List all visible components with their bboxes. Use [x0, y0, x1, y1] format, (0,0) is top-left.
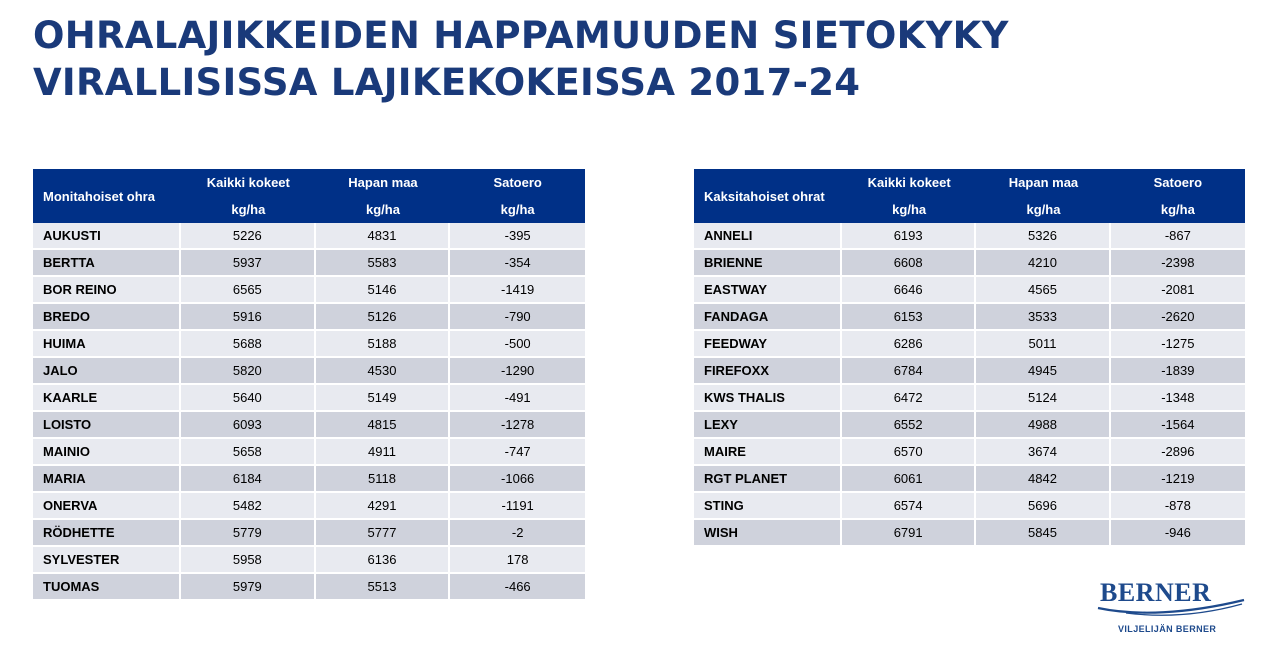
table-row	[694, 439, 1245, 466]
table-cell: 6570	[842, 439, 976, 466]
table-monitahoiset	[33, 169, 585, 601]
table-cell: -491	[450, 385, 585, 412]
table-cell: 5688	[181, 331, 316, 358]
variety-name: BOR REINO	[33, 277, 181, 304]
table-cell: -2	[450, 520, 585, 547]
table-body	[33, 223, 585, 601]
column-unit: kg/ha	[976, 196, 1110, 223]
table-cell: 5777	[316, 520, 451, 547]
variety-name: WISH	[694, 520, 842, 547]
table-row	[33, 277, 585, 304]
variety-name: JALO	[33, 358, 181, 385]
table-cell: -1348	[1111, 385, 1245, 412]
table-cell: 6565	[181, 277, 316, 304]
table-cell: 5149	[316, 385, 451, 412]
table-cell: 178	[450, 547, 585, 574]
table-cell: 5658	[181, 439, 316, 466]
variety-name: ANNELI	[694, 223, 842, 250]
table-cell: 6784	[842, 358, 976, 385]
table-body	[694, 223, 1245, 547]
table-cell: 6472	[842, 385, 976, 412]
table-cell: -747	[450, 439, 585, 466]
wave-icon	[1096, 594, 1246, 618]
logo-wordmark: BERNER	[1100, 578, 1212, 607]
table-cell: 5779	[181, 520, 316, 547]
table-cell: -867	[1111, 223, 1245, 250]
table-cell: 6184	[181, 466, 316, 493]
column-header: Satoero	[450, 169, 585, 196]
table-cell: 5513	[316, 574, 451, 601]
table-row	[694, 250, 1245, 277]
column-unit: kg/ha	[842, 196, 976, 223]
column-header: Satoero	[1111, 169, 1245, 196]
table-cell: 5937	[181, 250, 316, 277]
table-cell: 5188	[316, 331, 451, 358]
column-header: Hapan maa	[976, 169, 1110, 196]
table-cell: 5696	[976, 493, 1110, 520]
variety-name: EASTWAY	[694, 277, 842, 304]
page-title	[33, 12, 1009, 106]
table-cell: -2398	[1111, 250, 1245, 277]
berner-logo	[1096, 576, 1246, 640]
table-cell: 6608	[842, 250, 976, 277]
table-row	[33, 493, 585, 520]
row-header: Monitahoiset ohra	[33, 169, 181, 223]
table-row	[694, 223, 1245, 250]
table-cell: 5640	[181, 385, 316, 412]
logo-tagline: VILJELIJÄN BERNER	[1118, 624, 1217, 634]
table-cell: -1290	[450, 358, 585, 385]
table-row	[694, 520, 1245, 547]
variety-name: TUOMAS	[33, 574, 181, 601]
table-cell: -878	[1111, 493, 1245, 520]
table-row	[694, 385, 1245, 412]
table-cell: -790	[450, 304, 585, 331]
table-cell: -1191	[450, 493, 585, 520]
table-cell: -466	[450, 574, 585, 601]
table-row	[694, 493, 1245, 520]
table-cell: -2081	[1111, 277, 1245, 304]
table-cell: 5146	[316, 277, 451, 304]
table-cell: 6791	[842, 520, 976, 547]
table-cell: 4291	[316, 493, 451, 520]
variety-name: KWS THALIS	[694, 385, 842, 412]
variety-name: BERTTA	[33, 250, 181, 277]
column-unit: kg/ha	[316, 196, 451, 223]
table-cell: -1278	[450, 412, 585, 439]
table-cell: -1219	[1111, 466, 1245, 493]
table-cell: 4911	[316, 439, 451, 466]
table-cell: 4988	[976, 412, 1110, 439]
table-row	[33, 250, 585, 277]
table-cell: 4945	[976, 358, 1110, 385]
table-row	[33, 574, 585, 601]
table-row	[33, 223, 585, 250]
table-cell: 5916	[181, 304, 316, 331]
variety-name: ONERVA	[33, 493, 181, 520]
table-cell: 5118	[316, 466, 451, 493]
table-cell: 3674	[976, 439, 1110, 466]
table-cell: 6552	[842, 412, 976, 439]
table-row	[694, 466, 1245, 493]
variety-name: BREDO	[33, 304, 181, 331]
table-cell: 5226	[181, 223, 316, 250]
column-header: Hapan maa	[316, 169, 451, 196]
table-cell: 5124	[976, 385, 1110, 412]
variety-name: BRIENNE	[694, 250, 842, 277]
variety-name: MAIRE	[694, 439, 842, 466]
table-cell: -395	[450, 223, 585, 250]
table-cell: 4842	[976, 466, 1110, 493]
table-cell: 5126	[316, 304, 451, 331]
table-cell: -354	[450, 250, 585, 277]
table-row	[33, 439, 585, 466]
table-row	[33, 304, 585, 331]
table-cell: 6646	[842, 277, 976, 304]
variety-name: FEEDWAY	[694, 331, 842, 358]
table-cell: -1066	[450, 466, 585, 493]
table-cell: 6061	[842, 466, 976, 493]
column-header: Kaikki kokeet	[181, 169, 316, 196]
column-unit: kg/ha	[450, 196, 585, 223]
variety-name: MAINIO	[33, 439, 181, 466]
table-cell: 6136	[316, 547, 451, 574]
variety-name: RGT PLANET	[694, 466, 842, 493]
table-kaksitahoiset	[694, 169, 1245, 547]
page-title-line1: OHRALAJIKKEIDEN HAPPAMUUDEN SIETOKYKY	[33, 14, 1009, 57]
table-row	[33, 331, 585, 358]
page-title-line2: VIRALLISISSA LAJIKEKOKEISSA 2017-24	[33, 61, 861, 104]
table-row	[33, 358, 585, 385]
variety-name: SYLVESTER	[33, 547, 181, 574]
table-row	[694, 331, 1245, 358]
table-row	[33, 520, 585, 547]
table-cell: 5583	[316, 250, 451, 277]
column-header: Kaikki kokeet	[842, 169, 976, 196]
table-cell: 6286	[842, 331, 976, 358]
table-cell: -1275	[1111, 331, 1245, 358]
variety-name: RÖDHETTE	[33, 520, 181, 547]
variety-name: MARIA	[33, 466, 181, 493]
table-cell: 5820	[181, 358, 316, 385]
table-cell: 6193	[842, 223, 976, 250]
variety-name: STING	[694, 493, 842, 520]
variety-name: FANDAGA	[694, 304, 842, 331]
table-row	[33, 385, 585, 412]
table-row	[694, 277, 1245, 304]
row-header: Kaksitahoiset ohrat	[694, 169, 842, 223]
table-cell: 5845	[976, 520, 1110, 547]
table-cell: -1419	[450, 277, 585, 304]
table-row	[694, 304, 1245, 331]
table-cell: 4831	[316, 223, 451, 250]
variety-name: FIREFOXX	[694, 358, 842, 385]
table-row	[694, 412, 1245, 439]
table-cell: -500	[450, 331, 585, 358]
variety-name: AUKUSTI	[33, 223, 181, 250]
variety-name: KAARLE	[33, 385, 181, 412]
variety-name: HUIMA	[33, 331, 181, 358]
table-row	[694, 358, 1245, 385]
table-cell: 4815	[316, 412, 451, 439]
column-unit: kg/ha	[1111, 196, 1245, 223]
table-cell: 4210	[976, 250, 1110, 277]
table-cell: 5979	[181, 574, 316, 601]
table-row	[33, 412, 585, 439]
variety-name: LOISTO	[33, 412, 181, 439]
table-row	[33, 466, 585, 493]
table-cell: 6153	[842, 304, 976, 331]
variety-name: LEXY	[694, 412, 842, 439]
table-cell: 6093	[181, 412, 316, 439]
table-cell: 3533	[976, 304, 1110, 331]
table-cell: -1564	[1111, 412, 1245, 439]
table-cell: -2896	[1111, 439, 1245, 466]
table-cell: 4530	[316, 358, 451, 385]
table-cell: 5958	[181, 547, 316, 574]
table-cell: -946	[1111, 520, 1245, 547]
table-cell: 4565	[976, 277, 1110, 304]
table-cell: 5326	[976, 223, 1110, 250]
column-unit: kg/ha	[181, 196, 316, 223]
table-cell: -2620	[1111, 304, 1245, 331]
table-cell: 5482	[181, 493, 316, 520]
table-cell: 5011	[976, 331, 1110, 358]
table-cell: -1839	[1111, 358, 1245, 385]
table-cell: 6574	[842, 493, 976, 520]
table-row	[33, 547, 585, 574]
